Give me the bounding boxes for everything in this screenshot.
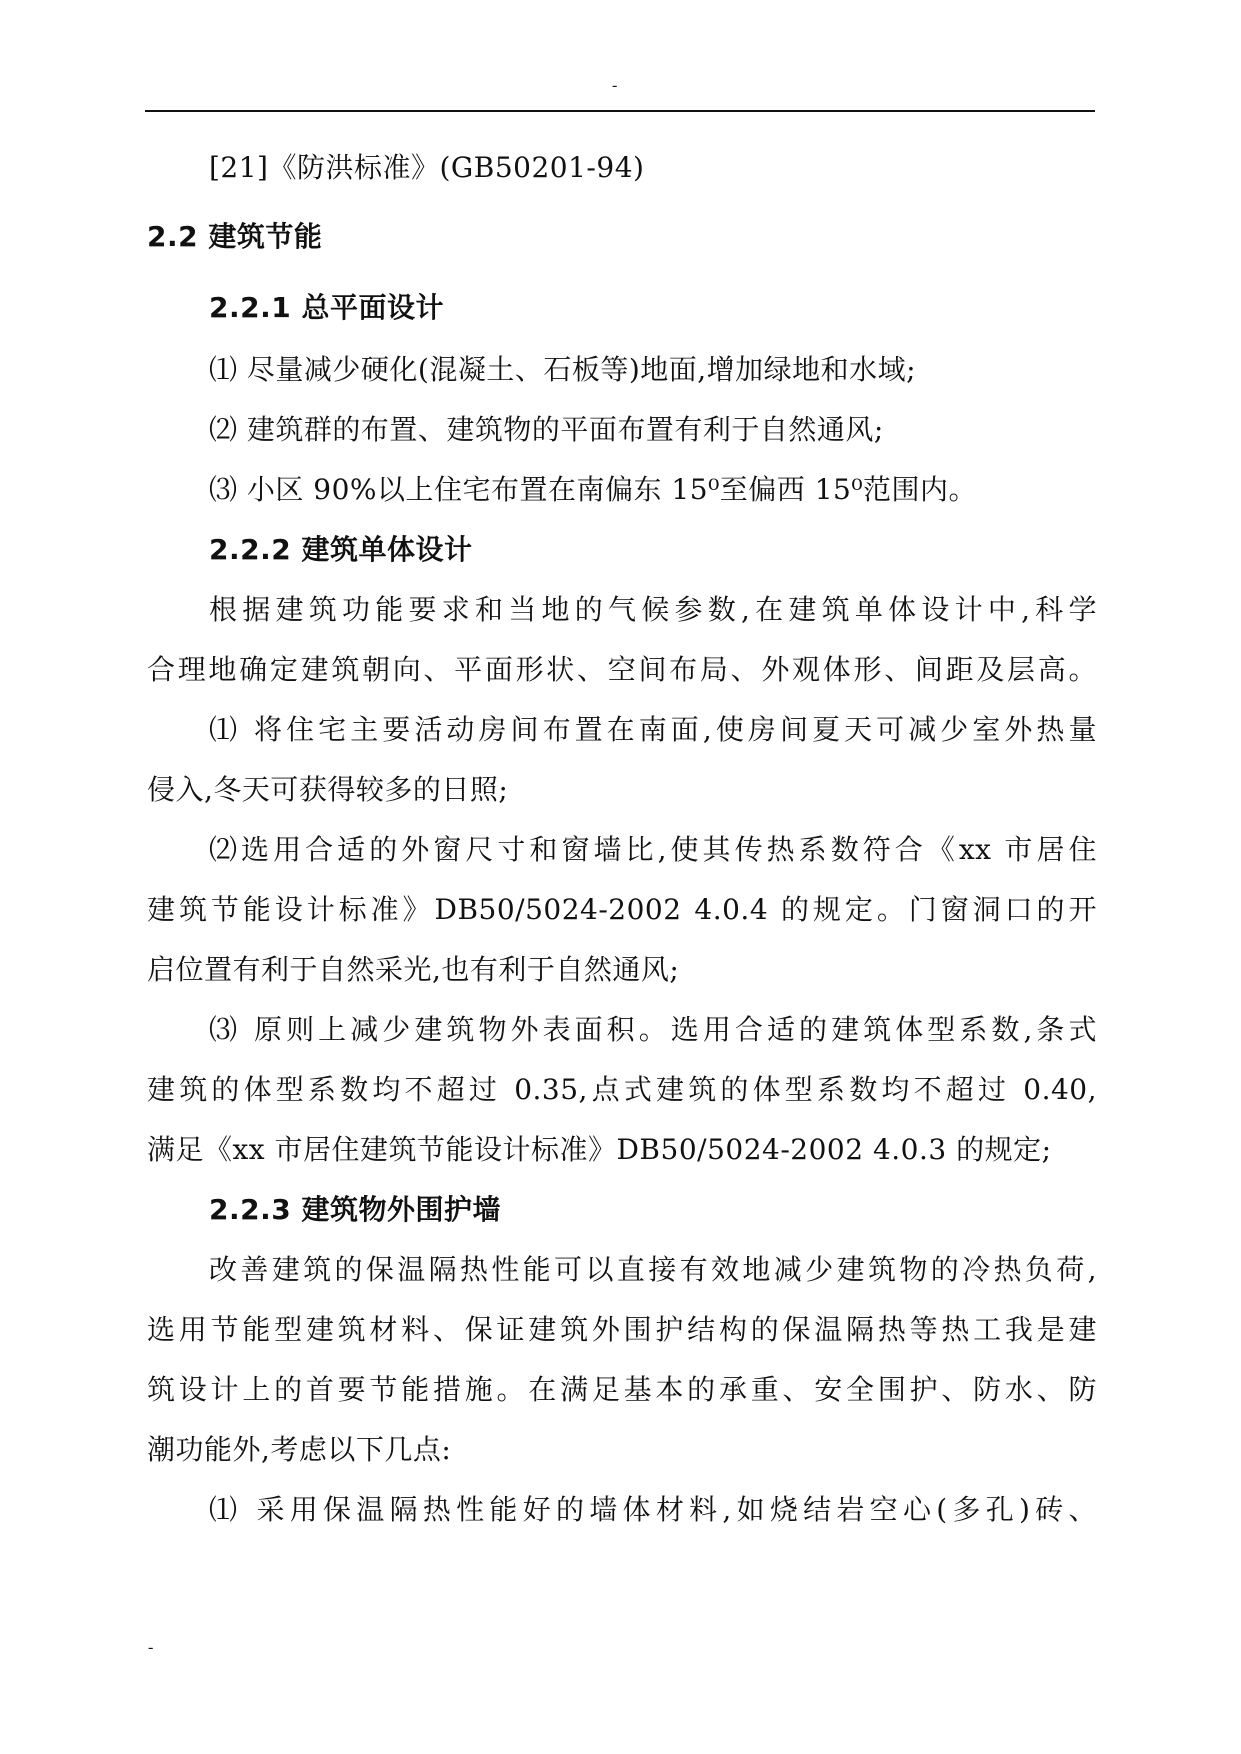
list-item-continuation: 侵入,冬天可获得较多的日照; bbox=[147, 773, 509, 806]
page-header-rule bbox=[145, 110, 1095, 112]
list-item-continuation: 启位置有利于自然采光,也有利于自然通风; bbox=[147, 953, 680, 986]
subsection-heading-2-2-3: 2.2.3 建筑物外围护墙 bbox=[209, 1193, 501, 1226]
paragraph-line: 合理地确定建筑朝向、平面形状、空间布局、外观体形、间距及层高。 bbox=[147, 653, 1097, 686]
subsection-heading-2-2-1: 2.2.1 总平面设计 bbox=[209, 291, 444, 324]
page-header-mark: - bbox=[612, 77, 618, 94]
list-item-continuation: 满足《xx 市居住建筑节能设计标准》DB50/5024-2002 4.0.3 的规定; bbox=[147, 1133, 1052, 1166]
paragraph-line: 改善建筑的保温隔热性能可以直接有效地减少建筑物的冷热负荷, bbox=[209, 1253, 1097, 1286]
list-item-continuation: 建筑节能设计标准》DB50/5024-2002 4.0.4 的规定。门窗洞口的开 bbox=[147, 893, 1097, 926]
list-item: ⑴ 采用保温隔热性能好的墙体材料,如烧结岩空心(多孔)砖、 bbox=[209, 1493, 1097, 1526]
list-item: ⑶ 小区 90%以上住宅布置在南偏东 15⁰至偏西 15⁰范围内。 bbox=[209, 473, 978, 506]
paragraph-line: 选用节能型建筑材料、保证建筑外围护结构的保温隔热等热工我是建 bbox=[147, 1313, 1097, 1346]
page-footer-mark: - bbox=[148, 1639, 154, 1656]
reference-item-21: [21]《防洪标准》(GB50201-94) bbox=[209, 151, 645, 184]
document-body bbox=[147, 138, 1097, 1540]
paragraph-line: 筑设计上的首要节能措施。在满足基本的承重、安全围护、防水、防 bbox=[147, 1373, 1097, 1406]
list-item: ⑵选用合适的外窗尺寸和窗墙比,使其传热系数符合《xx 市居住 bbox=[209, 833, 1097, 866]
list-item: ⑴ 将住宅主要活动房间布置在南面,使房间夏天可减少室外热量 bbox=[209, 713, 1097, 746]
list-item: ⑵ 建筑群的布置、建筑物的平面布置有利于自然通风; bbox=[209, 413, 884, 446]
list-item: ⑴ 尽量减少硬化(混凝土、石板等)地面,增加绿地和水域; bbox=[209, 353, 917, 386]
paragraph-line: 潮功能外,考虑以下几点: bbox=[147, 1433, 452, 1466]
list-item: ⑶ 原则上减少建筑物外表面积。选用合适的建筑体型系数,条式 bbox=[209, 1013, 1097, 1046]
paragraph-line: 根据建筑功能要求和当地的气候参数,在建筑单体设计中,科学 bbox=[209, 593, 1097, 626]
list-item-continuation: 建筑的体型系数均不超过 0.35,点式建筑的体型系数均不超过 0.40, bbox=[147, 1073, 1097, 1106]
section-heading-2-2: 2.2 建筑节能 bbox=[147, 220, 323, 253]
subsection-heading-2-2-2: 2.2.2 建筑单体设计 bbox=[209, 533, 473, 566]
